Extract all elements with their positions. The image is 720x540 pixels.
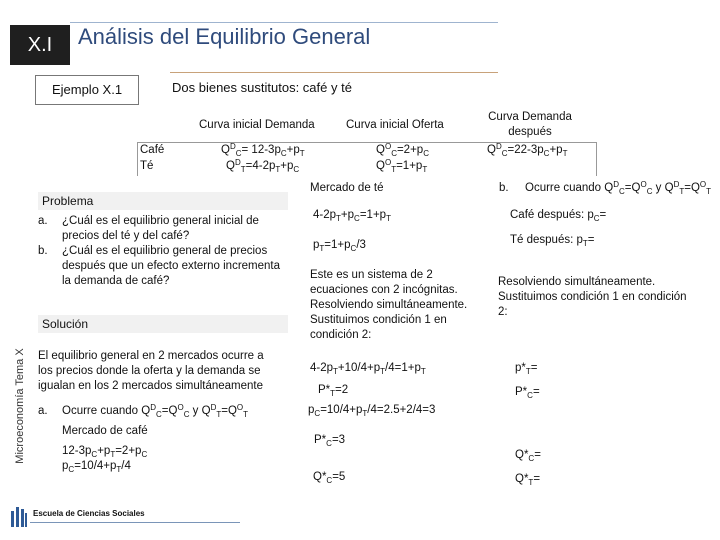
cafe-supply-eq: $Q^O_C=2+p_C$	[376, 142, 429, 158]
problem-header: Problema	[38, 192, 288, 210]
substitution-eq: $4-2p_T+10/4+p_T/4=1+p_T$	[310, 362, 426, 376]
pc-star-after: $P*_C=$	[515, 386, 540, 400]
row-te-label: Té	[140, 160, 154, 172]
pt-star-after: $p*_T=$	[515, 362, 538, 376]
qt-star-after: $Q*_T=$	[515, 473, 541, 487]
solution-item-a: a. Ocurre cuando $Q^D_C=Q^O_C$ y $Q^D_T=Q^O_T$	[38, 403, 249, 419]
right-item-b: b. Ocurre cuando $Q^D_C=Q^O_C$ y $Q^D_T=Q^O_T$	[499, 180, 712, 196]
pt-star-result: $P*_T=2$	[318, 384, 349, 398]
footer	[0, 500, 720, 540]
table-right-rule	[596, 142, 597, 176]
te-demand-eq: $Q^D_T=4-2p_T+p_C$	[226, 158, 300, 174]
market-cafe-label: Mercado de café	[62, 425, 148, 437]
te-supply-eq: $Q^O_T=1+p_T$	[376, 158, 428, 174]
cafe-after-eq: $Q^D_C=22-3p_C+p_T$	[487, 142, 568, 158]
solution-section	[38, 315, 288, 474]
row-cafe-label: Café	[140, 144, 165, 156]
system-text-middle: Este es un sistema de 2 ecuaciones con 2 incógnitas. Resolviendo simultáneamente. Sustituimos condición 1 en condición 2:	[310, 269, 468, 341]
problem-item-b: b. ¿Cuál es el equilibrio general de precios después que un efecto externo incrementa la demanda de café?	[38, 245, 281, 287]
solution-header: Solución	[38, 315, 288, 333]
cafe-demand-eq: $Q^D_C= 12-3p_C+p_T$	[221, 142, 305, 158]
te-after-price: Té después: $p_T=$	[510, 234, 595, 248]
qc-star-result: $Q*_C=5$	[313, 471, 346, 485]
cafe-eq1: $12-3p_C+p_T=2+p_C$	[62, 445, 148, 459]
pc-calc: $p_C=10/4+p_T/4=2.5+2/4=3$	[308, 404, 436, 418]
te-eq1: $4-2p_T+p_C=1+p_T$	[313, 209, 391, 223]
col-after-line2: después	[508, 126, 552, 138]
section-badge: X.I	[10, 25, 70, 65]
solution-intro: El equilibrio general en 2 mercados ocurre a los precios donde la oferta y la demanda se igualan en los 2 mercados simultáneamente	[38, 350, 264, 392]
example-label: Ejemplo X.1	[35, 75, 139, 105]
problem-section	[38, 192, 288, 289]
te-eq2: $p_T=1+p_C/3$	[313, 239, 366, 253]
qc-star-after: $Q*_C=$	[515, 449, 541, 463]
school-logo-icon	[10, 505, 28, 529]
col-after-line1: Curva Demanda	[488, 111, 572, 123]
example-title: Dos bienes sustitutos: café y té	[172, 80, 352, 95]
market-te-label: Mercado de té	[310, 182, 384, 194]
cafe-eq2: $p_C=10/4+p_T/4$	[62, 460, 131, 474]
sidebar-course-label: Microeconomía Tema X	[14, 348, 26, 464]
col-demand-header: Curva inicial Demanda	[199, 119, 315, 131]
problem-item-a: a. ¿Cuál es el equilibrio general inicial de precios del té y del café?	[38, 215, 259, 242]
table-left-rule	[137, 142, 138, 176]
system-text-right: Resolviendo simultáneamente. Sustituimos condición 1 en condición 2:	[498, 276, 687, 318]
title-underline	[170, 72, 498, 73]
pc-star-result: $P*_C=3$	[314, 434, 346, 448]
school-name: Escuela de Ciencias Sociales	[33, 509, 145, 518]
header-rule	[70, 22, 498, 23]
footer-rule	[30, 522, 240, 523]
page-title: Análisis del Equilibrio General	[78, 24, 371, 49]
col-after-header	[470, 110, 590, 140]
col-supply-header: Curva inicial Oferta	[346, 119, 444, 131]
cafe-after-price: Café después: $p_C=$	[510, 209, 607, 223]
